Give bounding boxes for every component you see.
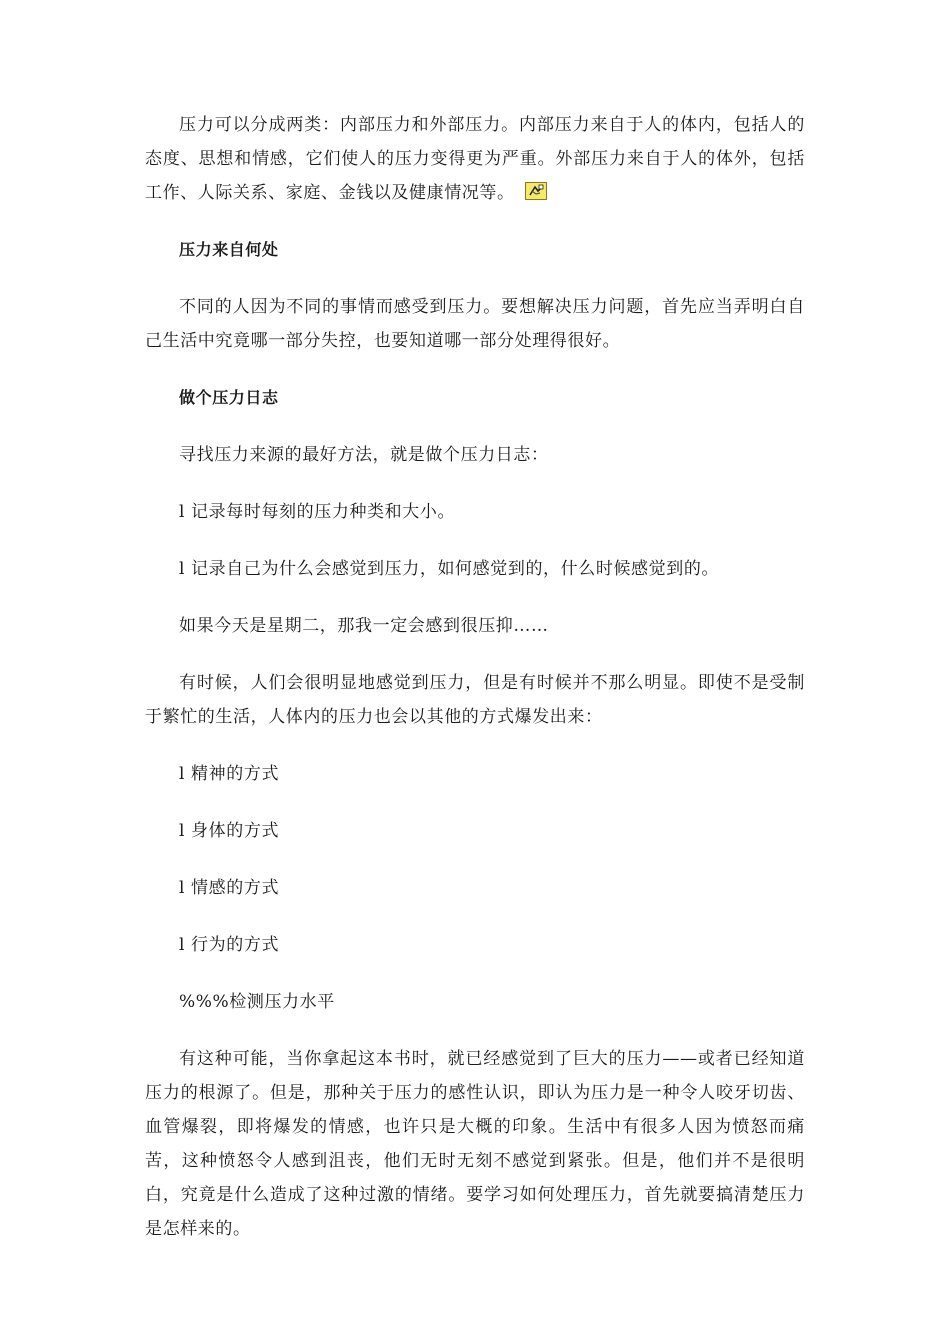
list-item: l 记录每时每刻的压力种类和大小。: [179, 502, 456, 522]
paragraph-text: 压力可以分成两类：内部压力和外部压力。内部压力来自于人的体内，包括人的态度、思想和情感，它们使人的压力变得更为严重。外部压力来自于人的体外，包括工作、人际关系、家庭、金钱以及健康情况等。: [145, 115, 805, 203]
list-item: l 精神的方式: [179, 764, 280, 784]
paragraph-sometimes: 有时候，人们会很明显地感觉到压力，但是有时候并不那么明显。即使不是受制于繁忙的生活，人体内的压力也会以其他的方式爆发出来：: [145, 673, 805, 727]
document-body: [145, 108, 805, 1269]
paragraph-diary-method: 寻找压力来源的最好方法，就是做个压力日志：: [179, 445, 549, 465]
document-link-icon[interactable]: [525, 178, 547, 196]
paragraph-detect-level: %%%检测压力水平: [179, 992, 335, 1012]
paragraph-tuesday: 如果今天是星期二，那我一定会感到很压抑……: [179, 616, 549, 636]
list-item: l 身体的方式: [179, 821, 280, 841]
paragraph-different-people: 不同的人因为不同的事情而感受到压力。要想解决压力问题，首先应当弄明白自己生活中究竟哪一部分失控，也要知道哪一部分处理得很好。: [145, 297, 805, 351]
list-item: l 情感的方式: [179, 878, 280, 898]
paragraph-stress-types: [145, 108, 805, 210]
list-item: l 记录自己为什么会感觉到压力，如何感觉到的，什么时候感觉到的。: [179, 559, 720, 579]
paragraph-possibility: 有这种可能，当你拿起这本书时，就已经感觉到了巨大的压力——或者已经知道压力的根源了。但是，那种关于压力的感性认识，即认为压力是一种令人咬牙切齿、血管爆裂，即将爆发的情感，也许只是大概的印象。生活中有很多人因为愤怒而痛苦，这种愤怒令人感到沮丧，他们无时无刻不感觉到紧张。但是，他们并不是很明白，究竟是什么造成了这种过激的情绪。要学习如何处理压力，首先就要搞清楚压力是怎样来的。: [145, 1049, 805, 1239]
heading-stress-diary: 做个压力日志: [179, 388, 279, 407]
heading-stress-source: 压力来自何处: [179, 240, 279, 259]
list-item: l 行为的方式: [179, 935, 280, 955]
